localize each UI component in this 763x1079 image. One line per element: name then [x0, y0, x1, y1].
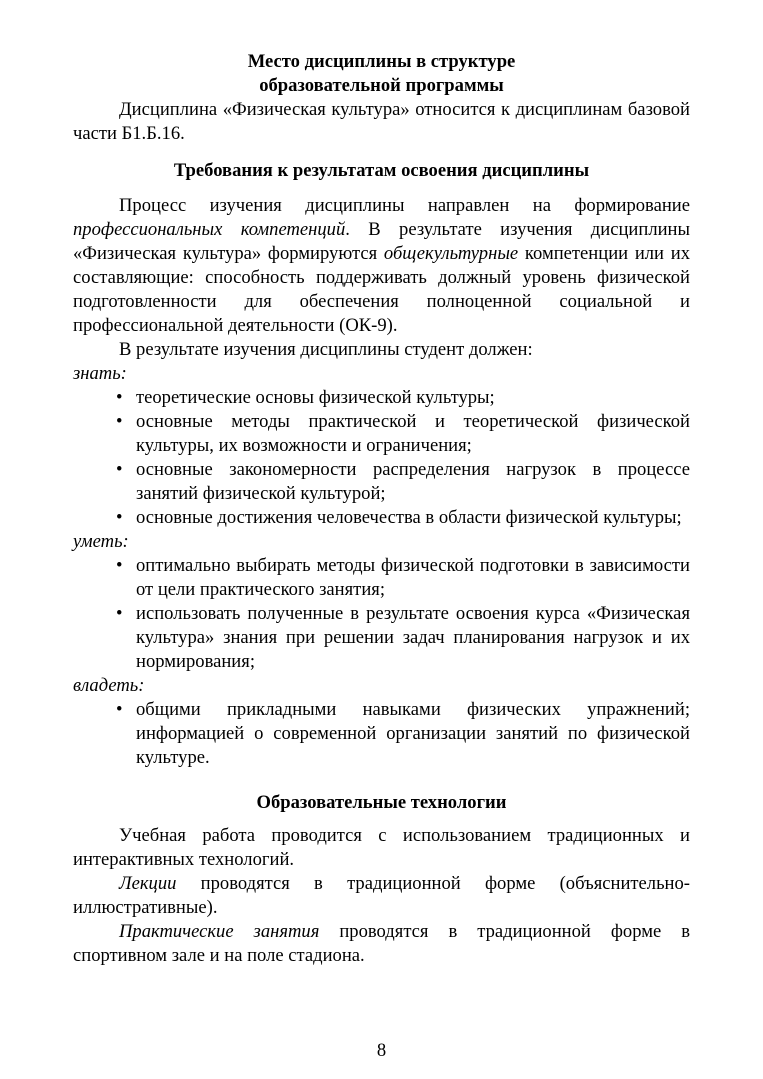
section-title-place: Место дисциплины в структуре образовательной программы [247, 51, 516, 96]
student-must-paragraph: В результате изучения дисциплины студент должен: [119, 339, 533, 360]
know-label: знать: [73, 363, 127, 384]
document-page [73, 50, 690, 968]
list-item: • использовать полученные в результате освоения курса «Физическая культура» знания при решении задач планирования нагрузок и их нормирования; [136, 602, 690, 674]
own-list [73, 698, 690, 770]
able-list [73, 554, 690, 674]
list-item: • основные достижения человечества в области физической культуры; [136, 506, 690, 530]
section-title-technologies: Образовательные технологии [256, 792, 507, 813]
list-item: • основные методы практической и теоретической физической культуры, их возможности и ограничения; [136, 410, 690, 458]
own-label: владеть: [73, 675, 145, 696]
know-list [73, 386, 690, 530]
section-title-requirements: Требования к результатам освоения дисциплины [173, 160, 590, 181]
list-item: • общими прикладными навыками физических упражнений; информацией о современной организации занятий по физической культуре. [136, 698, 690, 770]
able-label: уметь: [73, 531, 129, 552]
lectures-paragraph: Лекции проводятся в традиционной форме (объяснительно-иллюстративные). [73, 873, 690, 918]
list-item: • оптимально выбирать методы физической подготовки в зависимости от цели практического занятия; [136, 554, 690, 602]
list-item: • теоретические основы физической культуры; [136, 386, 690, 410]
place-paragraph: Дисциплина «Физическая культура» относится к дисциплинам базовой части Б1.Б.16. [73, 99, 690, 144]
technologies-paragraph: Учебная работа проводится с использованием традиционных и интерактивных технологий. [73, 825, 690, 870]
requirements-paragraph: Процесс изучения дисциплины направлен на формирование профессиональных компетенций. В результате изучения дисциплины «Физическая культура» формируются общекультурные компетенции или их составляющие: способность поддерживать должный уровень физической подготовленности для обеспечения полноценной социальной и профессиональной деятельности (ОК-9). [73, 195, 691, 336]
practice-paragraph: Практические занятия проводятся в традиционной форме в спортивном зале и на поле стадиона. [73, 921, 691, 966]
page-number: 8 [376, 1040, 387, 1061]
list-item: • основные закономерности распределения нагрузок в процессе занятий физической культурой; [136, 458, 690, 506]
